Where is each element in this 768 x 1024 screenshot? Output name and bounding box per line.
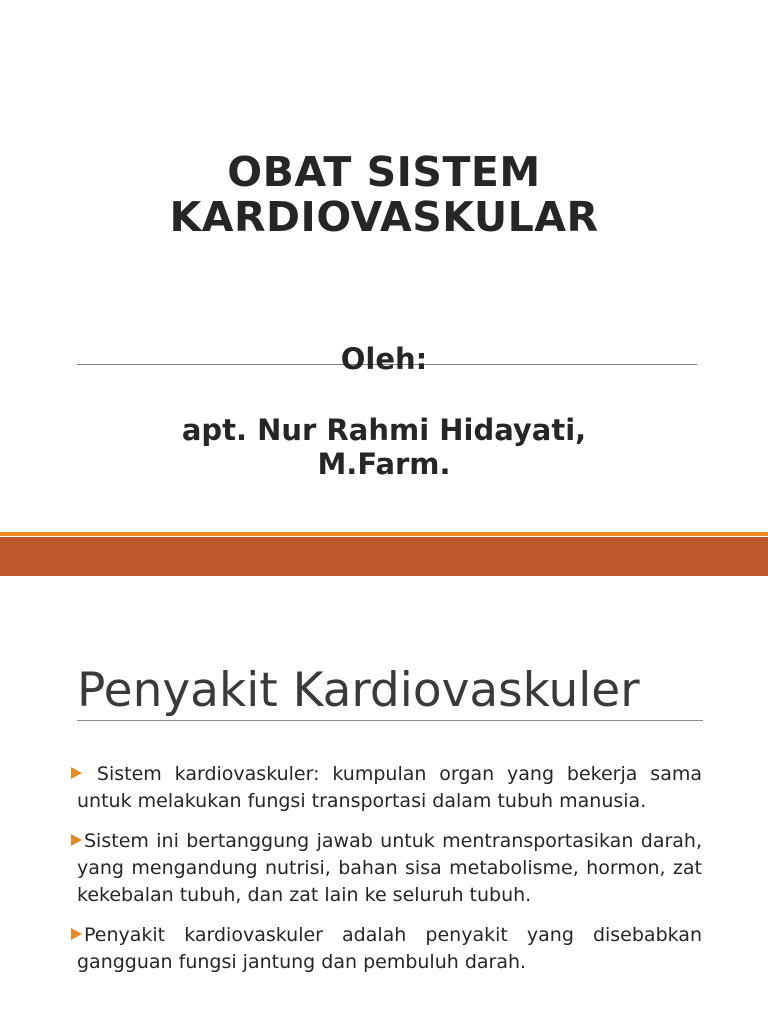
bullet-text: Sistem ini bertanggung jawab untuk mentransportasikan darah, yang mengandung nutrisi, bahan sisa metabolisme, hormon, zat kekebalan tubuh, dan zat lain ke seluruh tubuh. [77, 830, 702, 906]
accent-stripe [0, 532, 768, 536]
bullet-text: Sistem kardiovaskuler: kumpulan organ yang bekerja sama untuk melakukan fungsi transportasi dalam tubuh manusia. [77, 763, 702, 812]
author-line-1: apt. Nur Rahmi Hidayati, [181, 413, 587, 447]
bullet-item [77, 761, 702, 815]
arrow-bullet-icon [71, 928, 82, 940]
slide-title-line-2: KARDIOVASKULAR [169, 193, 599, 241]
content-heading: Penyakit Kardiovaskuler [77, 663, 640, 718]
bullet-list [77, 761, 702, 989]
bullet-item [77, 922, 702, 976]
author-line-2: M.Farm. [317, 447, 451, 481]
heading-divider [77, 720, 703, 721]
slide-title [0, 150, 768, 240]
footer-band [0, 537, 768, 576]
content-slide [0, 576, 768, 1024]
by-label: Oleh: [340, 342, 428, 376]
arrow-bullet-icon [71, 834, 82, 846]
author-name [0, 413, 768, 481]
arrow-bullet-icon [71, 767, 82, 779]
bullet-item [77, 828, 702, 909]
slide-title-line-1: OBAT SISTEM [227, 148, 541, 196]
bullet-text: Penyakit kardiovaskuler adalah penyakit yang disebabkan gangguan fungsi jantung dan pembuluh darah. [77, 924, 702, 973]
